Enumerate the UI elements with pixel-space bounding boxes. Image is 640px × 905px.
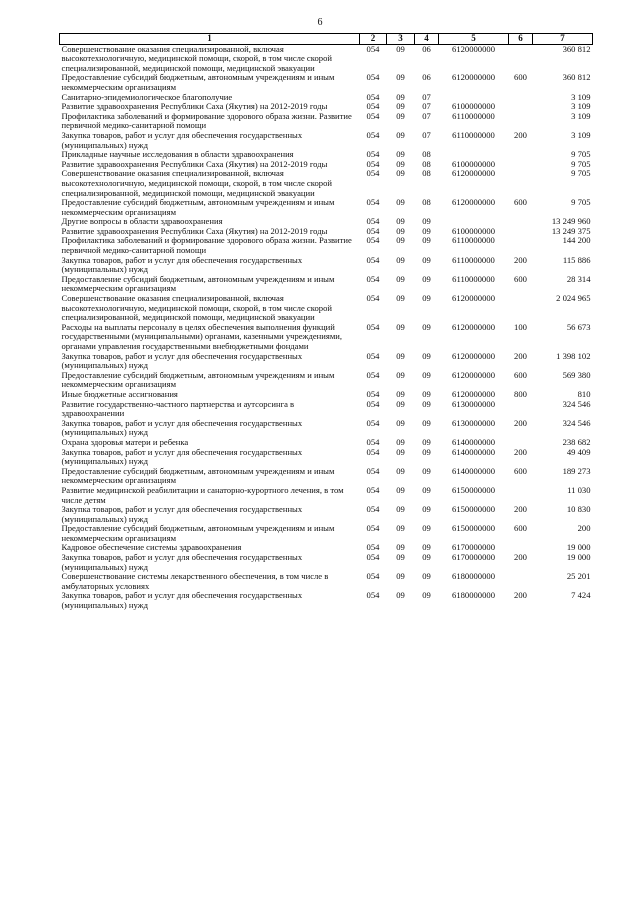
- row-admin-code: 054: [366, 273, 380, 284]
- row-section: 09: [396, 254, 405, 265]
- row-description: Закупка товаров, работ и услуг для обеспечения государственных (муниципальных) нужд: [61, 446, 303, 467]
- row-amount: 569 380: [562, 369, 591, 380]
- row-subsection: 09: [422, 235, 431, 246]
- row-description: Предоставление субсидий бюджетным, автономным учреждениям и иным некоммерческим организациям: [61, 72, 335, 92]
- row-target-article: 6120000000: [452, 72, 495, 83]
- row-target-article: 6180000000: [452, 590, 495, 601]
- row-admin-code: 054: [366, 197, 380, 208]
- row-admin-code: 054: [366, 43, 380, 54]
- row-section: 09: [396, 484, 405, 495]
- row-target-article: 6170000000: [452, 552, 495, 563]
- row-target-article: 6120000000: [452, 321, 495, 332]
- row-subsection: 09: [422, 369, 431, 380]
- row-expense-type: [509, 150, 533, 160]
- table-row: [60, 198, 593, 217]
- row-admin-code: 054: [366, 465, 380, 476]
- row-section: 09: [396, 436, 405, 447]
- row-expense-type: [509, 93, 533, 103]
- row-target-article: 6110000000: [452, 110, 495, 121]
- table-row: [60, 524, 593, 543]
- row-subsection: 09: [422, 590, 431, 601]
- row-amount: 324 546: [562, 417, 591, 428]
- row-section: 09: [396, 398, 405, 409]
- row-subsection: 08: [422, 158, 431, 169]
- row-section: 09: [396, 293, 405, 304]
- row-section: 09: [396, 465, 405, 476]
- table-row: [60, 294, 593, 323]
- table-row: [60, 371, 593, 390]
- row-amount: 238 682: [562, 436, 591, 447]
- table-row: [60, 505, 593, 524]
- row-target-article: 6130000000: [452, 398, 495, 409]
- row-section: 09: [396, 350, 405, 361]
- row-amount: 360 812: [562, 43, 591, 54]
- row-admin-code: 054: [366, 417, 380, 428]
- row-target-article: 6110000000: [452, 254, 495, 265]
- row-section: 09: [396, 273, 405, 284]
- row-section: 09: [396, 388, 405, 399]
- row-description: Развитие здравоохранения Республики Саха (Якутия) на 2012-2019 годы: [61, 101, 328, 112]
- row-section: 09: [396, 590, 405, 601]
- row-admin-code: 054: [366, 590, 380, 601]
- row-amount: 360 812: [562, 72, 591, 83]
- row-amount: 189 273: [562, 465, 591, 476]
- row-target-article: 6140000000: [452, 446, 495, 457]
- row-admin-code: 054: [366, 504, 380, 515]
- row-subsection: 07: [422, 101, 431, 112]
- row-section: 09: [396, 446, 405, 457]
- row-admin-code: 054: [366, 158, 380, 169]
- row-section: 09: [396, 43, 405, 54]
- table-row: [60, 323, 593, 352]
- row-admin-code: 054: [366, 571, 380, 582]
- row-admin-code: 054: [366, 225, 380, 236]
- row-expense-type: [509, 217, 533, 227]
- row-subsection: 06: [422, 43, 431, 54]
- row-subsection: 09: [422, 216, 431, 227]
- row-section: 09: [396, 235, 405, 246]
- row-section: 09: [396, 110, 405, 121]
- row-section: 09: [396, 72, 405, 83]
- table-row: [60, 467, 593, 486]
- row-section: 09: [396, 571, 405, 582]
- row-subsection: 09: [422, 436, 431, 447]
- row-description: Кадровое обеспечение системы здравоохранения: [61, 542, 242, 553]
- row-admin-code: 054: [366, 168, 380, 179]
- row-expense-type: 100: [514, 321, 527, 332]
- row-description: Совершенствование оказания специализированной, включая высокотехнологичную, медицинской помощи, скорой, в том числе скорой специализированной, медицинской помощи, медицинской эвакуации: [61, 168, 332, 198]
- row-amount: 19 000: [566, 542, 591, 553]
- row-section: 09: [396, 129, 405, 140]
- row-subsection: 09: [422, 446, 431, 457]
- row-amount: 1 398 102: [556, 350, 591, 361]
- row-amount: 200: [577, 523, 591, 534]
- row-section: 09: [396, 523, 405, 534]
- table-row: [60, 591, 593, 610]
- row-amount: 9 705: [571, 168, 591, 179]
- column-header: 2: [360, 34, 387, 45]
- column-header: 7: [533, 34, 593, 45]
- row-expense-type: [509, 169, 533, 198]
- row-subsection: 08: [422, 168, 431, 179]
- table-row: [60, 112, 593, 131]
- row-section: 09: [396, 417, 405, 428]
- row-amount: 144 200: [562, 235, 591, 246]
- row-description: Закупка товаров, работ и услуг для обеспечения государственных (муниципальных) нужд: [61, 504, 303, 524]
- row-target-article: 6120000000: [452, 388, 495, 399]
- row-description: Расходы на выплаты персоналу в целях обеспечения выполнения функций государственными (муниципальными) органами, казенными учреждениями, органами управления государственными внебюджетными фондами: [61, 321, 343, 351]
- row-amount: 10 830: [566, 504, 591, 515]
- row-expense-type: 200: [514, 590, 527, 601]
- row-admin-code: 054: [366, 436, 380, 447]
- row-subsection: 09: [422, 321, 431, 332]
- row-admin-code: 054: [366, 321, 380, 332]
- row-section: 09: [396, 321, 405, 332]
- column-header: 3: [387, 34, 415, 45]
- table-row: [60, 44, 593, 73]
- row-admin-code: 054: [366, 484, 380, 495]
- row-admin-code: 054: [366, 101, 380, 112]
- row-subsection: 08: [422, 197, 431, 208]
- row-amount: 115 886: [562, 254, 591, 265]
- row-subsection: 09: [422, 254, 431, 265]
- row-description: Развитие государственно-частного партнерства и аутсорсинга в здравоохранении: [61, 398, 295, 419]
- row-target-article: 6110000000: [452, 235, 495, 246]
- row-section: 09: [396, 101, 405, 112]
- row-section: 09: [396, 158, 405, 169]
- row-subsection: 09: [422, 225, 431, 236]
- row-target-article: 6170000000: [452, 542, 495, 553]
- row-admin-code: 054: [366, 72, 380, 83]
- row-section: 09: [396, 504, 405, 515]
- row-amount: 25 201: [566, 571, 591, 582]
- row-section: 09: [396, 552, 405, 563]
- row-amount: 11 030: [567, 484, 591, 495]
- row-expense-type: [509, 572, 533, 591]
- row-expense-type: 600: [514, 72, 527, 83]
- row-description: Предоставление субсидий бюджетным, автономным учреждениям и иным некоммерческим организациям: [61, 273, 335, 294]
- row-target-article: 6100000000: [452, 225, 495, 236]
- row-section: 09: [396, 225, 405, 236]
- row-target-article: 6130000000: [452, 417, 495, 428]
- row-expense-type: 600: [514, 523, 527, 534]
- table-row: [60, 553, 593, 572]
- row-amount: 49 409: [566, 446, 591, 457]
- row-amount: 2 024 965: [556, 293, 591, 304]
- row-amount: 3 109: [571, 129, 591, 140]
- column-header: 4: [415, 34, 439, 45]
- row-admin-code: 054: [366, 149, 380, 160]
- row-description: Предоставление субсидий бюджетным, автономным учреждениям и иным некоммерческим организациям: [61, 369, 335, 390]
- row-subsection: 08: [422, 149, 431, 160]
- row-description: Санитарно-эпидемиологическое благополучие: [61, 91, 233, 102]
- table-row: [60, 400, 593, 419]
- row-section: 09: [396, 91, 405, 102]
- row-description: Закупка товаров, работ и услуг для обеспечения государственных (муниципальных) нужд: [61, 129, 303, 150]
- row-target-article: 6110000000: [452, 129, 495, 140]
- table-row: [60, 572, 593, 591]
- row-description: Предоставление субсидий бюджетным, автономным учреждениям и иным некоммерческим организациям: [61, 197, 335, 217]
- row-admin-code: 054: [366, 523, 380, 534]
- row-admin-code: 054: [366, 129, 380, 140]
- table-header-row: [60, 34, 593, 45]
- table-row: [60, 352, 593, 371]
- row-amount: 19 000: [566, 552, 591, 563]
- row-description: Охрана здоровья матери и ребенка: [61, 436, 189, 447]
- row-amount: 13 249 960: [551, 216, 591, 227]
- row-expense-type: [509, 160, 533, 170]
- row-target-article: 6140000000: [452, 465, 495, 476]
- row-expense-type: [509, 236, 533, 255]
- row-expense-type: 200: [514, 417, 527, 428]
- table-row: [60, 448, 593, 467]
- row-admin-code: 054: [366, 398, 380, 409]
- row-admin-code: 054: [366, 110, 380, 121]
- row-description: Предоставление субсидий бюджетным, автономным учреждениям и иным некоммерческим организациям: [61, 465, 335, 486]
- row-subsection: 07: [422, 91, 431, 102]
- row-description: Другие вопросы в области здравоохранения: [61, 216, 223, 227]
- row-subsection: 09: [422, 542, 431, 553]
- row-amount: 56 673: [566, 321, 591, 332]
- row-target-article: 6110000000: [452, 273, 495, 284]
- row-expense-type: [509, 486, 533, 505]
- row-target-article: 6150000000: [452, 523, 495, 534]
- row-amount: 3 109: [571, 91, 591, 102]
- row-subsection: 06: [422, 72, 431, 83]
- row-description: Профилактика заболеваний и формирование здорового образа жизни. Развитие первичной медико-санитарной помощи: [61, 235, 352, 256]
- row-expense-type: 200: [514, 254, 527, 265]
- row-description: Профилактика заболеваний и формирование здорового образа жизни. Развитие первичной медико-санитарной помощи: [61, 110, 352, 131]
- row-target-article: 6140000000: [452, 436, 495, 447]
- row-description: Совершенствование системы лекарственного обеспечения, в том числе в амбулаторных условиях: [61, 571, 329, 591]
- row-subsection: 07: [422, 110, 431, 121]
- table-row: [60, 131, 593, 150]
- row-expense-type: 200: [514, 504, 527, 515]
- row-target-article: 6100000000: [452, 101, 495, 112]
- row-target-article: 6120000000: [452, 369, 495, 380]
- row-target-article: 6150000000: [452, 484, 495, 495]
- row-target-article: 6120000000: [452, 168, 495, 179]
- row-expense-type: [509, 112, 533, 131]
- row-admin-code: 054: [366, 254, 380, 265]
- row-amount: 9 705: [571, 149, 591, 160]
- row-expense-type: 200: [514, 552, 527, 563]
- table-row: [60, 419, 593, 438]
- row-expense-type: [509, 400, 533, 419]
- table-row: [60, 169, 593, 198]
- row-target-article: 6150000000: [452, 504, 495, 515]
- row-target-article: 6180000000: [452, 571, 495, 582]
- row-expense-type: 200: [514, 129, 527, 140]
- row-subsection: 07: [422, 129, 431, 140]
- row-section: 09: [396, 197, 405, 208]
- row-description: Совершенствование оказания специализированной, включая высокотехнологичную, медицинской помощи, скорой, в том числе скорой специализированной, медицинской помощи, медицинской эвакуации: [61, 43, 332, 73]
- row-description: Предоставление субсидий бюджетным, автономным учреждениям и иным некоммерческим организациям: [61, 523, 335, 543]
- row-admin-code: 054: [366, 91, 380, 102]
- row-subsection: 09: [422, 273, 431, 284]
- row-amount: 9 705: [571, 158, 591, 169]
- row-description: Развитие здравоохранения Республики Саха (Якутия) на 2012-2019 годы: [61, 158, 328, 169]
- row-subsection: 09: [422, 484, 431, 495]
- row-expense-type: [509, 227, 533, 237]
- row-amount: 810: [577, 388, 591, 399]
- row-admin-code: 054: [366, 446, 380, 457]
- row-description: Закупка товаров, работ и услуг для обеспечения государственных (муниципальных) нужд: [61, 590, 303, 611]
- row-subsection: 09: [422, 388, 431, 399]
- row-description: Развитие здравоохранения Республики Саха (Якутия) на 2012-2019 годы: [61, 225, 328, 236]
- row-subsection: 09: [422, 417, 431, 428]
- row-subsection: 09: [422, 293, 431, 304]
- row-admin-code: 054: [366, 542, 380, 553]
- row-expense-type: 600: [514, 197, 527, 208]
- row-description: Закупка товаров, работ и услуг для обеспечения государственных (муниципальных) нужд: [61, 552, 303, 572]
- row-target-article: 6120000000: [452, 293, 495, 304]
- row-expense-type: 600: [514, 273, 527, 284]
- row-target-article: 6100000000: [452, 158, 495, 169]
- row-subsection: 09: [422, 523, 431, 534]
- row-expense-type: 600: [514, 369, 527, 380]
- row-expense-type: 200: [514, 350, 527, 361]
- row-target-article: 6120000000: [452, 350, 495, 361]
- row-expense-type: [509, 102, 533, 112]
- row-expense-type: [509, 44, 533, 73]
- row-subsection: 09: [422, 350, 431, 361]
- row-admin-code: 054: [366, 216, 380, 227]
- column-header: 1: [60, 34, 360, 45]
- row-subsection: 09: [422, 398, 431, 409]
- row-amount: 3 109: [571, 101, 591, 112]
- row-amount: 3 109: [571, 110, 591, 121]
- row-description: Закупка товаров, работ и услуг для обеспечения государственных (муниципальных) нужд: [61, 417, 303, 438]
- row-admin-code: 054: [366, 552, 380, 563]
- row-target-article: 6120000000: [452, 43, 495, 54]
- page-number: 6: [317, 17, 323, 28]
- row-description: Закупка товаров, работ и услуг для обеспечения государственных (муниципальных) нужд: [61, 254, 303, 275]
- row-subsection: 09: [422, 552, 431, 563]
- row-section: 09: [396, 168, 405, 179]
- table-row: [60, 236, 593, 255]
- row-description: Развитие медицинской реабилитации и санаторно-курортного лечения, в том числе детям: [61, 484, 344, 505]
- table-row: [60, 256, 593, 275]
- column-header: 6: [509, 34, 533, 45]
- table-row: [60, 73, 593, 92]
- row-target-article: 6120000000: [452, 197, 495, 208]
- row-admin-code: 054: [366, 369, 380, 380]
- row-amount: 7 424: [571, 590, 591, 601]
- row-description: Закупка товаров, работ и услуг для обеспечения государственных (муниципальных) нужд: [61, 350, 303, 371]
- row-admin-code: 054: [366, 388, 380, 399]
- row-description: Иные бюджетные ассигнования: [61, 388, 178, 399]
- row-amount: 324 546: [562, 398, 591, 409]
- row-expense-type: 200: [514, 446, 527, 457]
- row-section: 09: [396, 369, 405, 380]
- row-subsection: 09: [422, 571, 431, 582]
- budget-table: [59, 33, 593, 611]
- row-subsection: 09: [422, 465, 431, 476]
- row-amount: 9 705: [571, 197, 591, 208]
- row-amount: 13 249 375: [551, 225, 591, 236]
- row-expense-type: 600: [514, 465, 527, 476]
- row-admin-code: 054: [366, 235, 380, 246]
- row-section: 09: [396, 216, 405, 227]
- row-admin-code: 054: [366, 350, 380, 361]
- row-description: Совершенствование оказания специализированной, включая высокотехнологичную, медицинской помощи, скорой, в том числе скорой специализированной, медицинской помощи, медицинской эвакуации: [61, 293, 332, 323]
- table-row: [60, 275, 593, 294]
- row-amount: 28 314: [566, 273, 591, 284]
- row-expense-type: 800: [514, 388, 527, 399]
- row-description: Прикладные научные исследования в области здравоохранения: [61, 149, 294, 160]
- column-header: 5: [439, 34, 509, 45]
- row-expense-type: [509, 294, 533, 323]
- row-section: 09: [396, 542, 405, 553]
- table-row: [60, 486, 593, 505]
- row-subsection: 09: [422, 504, 431, 515]
- row-admin-code: 054: [366, 293, 380, 304]
- table-body: [60, 44, 593, 611]
- row-section: 09: [396, 149, 405, 160]
